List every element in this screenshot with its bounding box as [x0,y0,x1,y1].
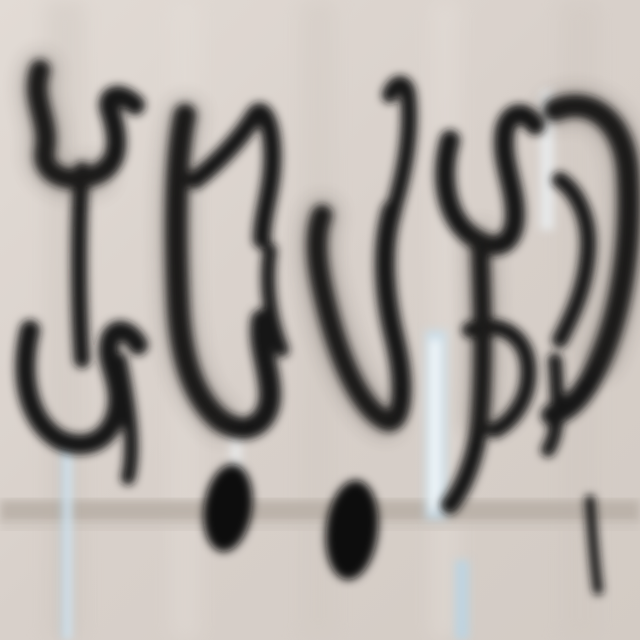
ledge-line [0,500,640,530]
glyph-stroke-left-stem [79,170,82,360]
